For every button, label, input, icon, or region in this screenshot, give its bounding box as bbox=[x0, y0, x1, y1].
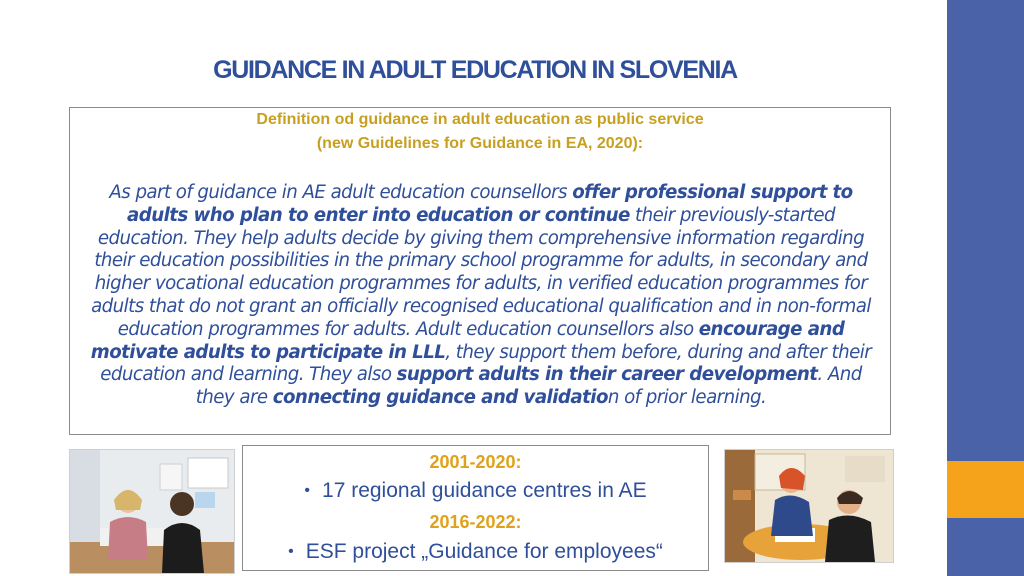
paragraph-run: their previously-started education. They help adults decide by giving them comprehensive information regarding their education possibilities in the primary school programme for adults, in secondary and higher vocational education programmes for adults, in verified education programmes for adults that do not grant an officially recognised educational qualification and in non-formal education programmes for adults. Adult education counsellors also bbox=[91, 204, 871, 340]
definition-subtitle: Definition od guidance in adult education as public service bbox=[256, 111, 704, 128]
counselling-photo-right bbox=[724, 449, 894, 563]
counselling-photo-right-illustration bbox=[725, 450, 893, 562]
timeline-item-regional-centres bbox=[243, 479, 708, 503]
bullet-icon: • bbox=[288, 543, 294, 560]
period-2001-2020: 2001-2020: bbox=[429, 452, 522, 472]
timeline-item-text: ESF project „Guidance for employees“ bbox=[305, 540, 663, 563]
paragraph-run-bold: support adults in their career development bbox=[396, 364, 818, 386]
definition-paragraph bbox=[82, 182, 880, 410]
bullet-icon: • bbox=[304, 482, 311, 499]
side-accent-bar-top bbox=[947, 0, 1024, 461]
timeline-item-esf-project bbox=[243, 540, 708, 564]
paragraph-run-bold: offer professional support to adults who plan to enter into education or continue bbox=[127, 182, 853, 226]
paragraph-run: n of prior learning. bbox=[607, 387, 767, 409]
timeline-box bbox=[242, 445, 709, 571]
definition-box bbox=[69, 107, 891, 435]
slide-title: GUIDANCE IN ADULT EDUCATION IN SLOVENIA bbox=[213, 56, 737, 84]
period-2016-2022: 2016-2022: bbox=[429, 512, 522, 532]
paragraph-run-bold: connecting guidance and validatio bbox=[272, 387, 608, 409]
side-accent-bar-bottom bbox=[947, 518, 1024, 576]
side-accent-bar-orange bbox=[947, 461, 1024, 518]
paragraph-run-bold: encourage and motivate adults to participate in LLL bbox=[90, 318, 845, 363]
definition-source: (new Guidelines for Guidance in EA, 2020): bbox=[316, 135, 644, 152]
paragraph-run: . And they are bbox=[195, 364, 862, 409]
counselling-photo-left-illustration bbox=[70, 450, 234, 573]
timeline-item-text: 17 regional guidance centres in AE bbox=[322, 479, 647, 502]
paragraph-run: , they support them before, during and after their education and learning. They also bbox=[100, 341, 872, 386]
counselling-photo-left bbox=[69, 449, 235, 574]
paragraph-run: As part of guidance in AE adult education counsellors bbox=[109, 182, 573, 203]
